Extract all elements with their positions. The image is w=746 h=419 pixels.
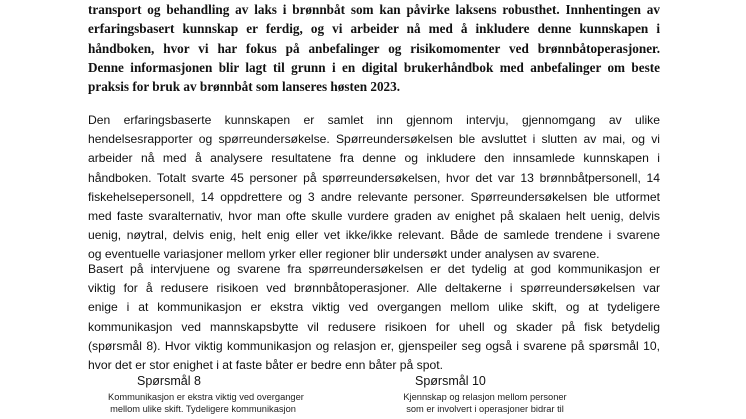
intro-line: håndboken, hvor vi har fokus på anbefalinger og risikomomenter ved brønnbåtoperasjoner. [88, 40, 660, 56]
chart-8-title: Spørsmål 8 [137, 374, 201, 388]
paragraph-line: og eventuelle variasjoner mellom yrker eller regioner blir undersøkt under analysen av svarene. [88, 247, 600, 262]
paragraph-line: uenig, nøytral, delvis enig, helt enig eller vet ikke/ikke relevant. Både de samlede trendene i svarene [88, 228, 660, 243]
caption-line: Kjennskap og relasjon mellom personer [403, 392, 567, 402]
paragraph-line: Basert på intervjuene og svarene fra spørreundersøkelsen er det tydelig at god kommunikasjon er [88, 262, 660, 276]
paragraph-line: enige i at kommunikasjon er ekstra viktig ved overgangen mellom ulike skift, og at tydeligere [88, 300, 660, 315]
chart-8-caption [108, 392, 304, 415]
intro-line: praksis for bruk av brønnbåt som lanseres høsten 2023. [88, 79, 401, 95]
paragraph-line: Den erfaringsbaserte kunnskapen er samlet inn gjennom intervju, gjennomgang av ulike [88, 113, 660, 127]
caption-line: som er involvert i operasjoner bidrar til [406, 403, 564, 414]
paragraph-line: kommunikasjon ved mannskapsbytte vil redusere risikoen for uhell og skader på fisk betydelig [88, 319, 660, 334]
paragraph-line: håndboken. Totalt svarte 45 personer på spørreundersøkelsen, hvor det var 13 brønnbåtpersonell, 14 [88, 170, 660, 185]
caption-line: Kommunikasjon er ekstra viktig ved overganger [108, 392, 304, 402]
chart-10-caption [390, 392, 580, 415]
paragraph-line: fiskehelsepersonell, 14 oppdrettere og 3 andre relevante personer. Spørreundersøkelsen ble utformet [88, 189, 660, 204]
chart-10-title: Spørsmål 10 [415, 374, 486, 388]
paragraph-line: hendelsesrapporter og spørreundersøkelse. Spørreundersøkelsen ble avsluttet i slutten av mai, og vi [88, 132, 660, 147]
intro-line: transport og behandling av laks i brønnbåt som kan påvirke laksens robusthet. Innhentingen av [88, 2, 660, 17]
paragraph-line: med faste svaralternativ, hvor man ofte skulle vurdere graden av enighet på skalaen helt uenig, delvis [88, 209, 660, 224]
paragraph-1 [88, 111, 660, 265]
intro-line: Denne informasjonen blir lagt til grunn i en digital brukerhåndbok med anbefalinger om beste [88, 59, 660, 75]
caption-line: mellom ulike skift. Tydeligere kommunikasjon [110, 403, 296, 414]
paragraph-line: (spørsmål 8). Hvor viktig kommunikasjon og relasjon er, gjenspeiler seg også i svarene på spørsmål 10, [88, 338, 660, 353]
intro-line: erfaringsbasert kunnskap er ferdig, og vi arbeider nå med å inkludere denne kunnskapen i [88, 21, 660, 37]
paragraph-line: arbeider nå med å analysere resultatene fra denne og inkludere den innsamlede kunnskapen i [88, 151, 660, 166]
paragraph-line: viktig for å redusere risikoen ved brønnbåtoperasjoner. Alle deltakerne i spørreundersøkelsen var [88, 281, 660, 296]
paragraph-2 [88, 260, 660, 375]
paragraph-line: hvor det er stor enighet i at faste båter er bedre enn båter på spot. [88, 358, 443, 373]
intro-bold-text [88, 0, 660, 96]
